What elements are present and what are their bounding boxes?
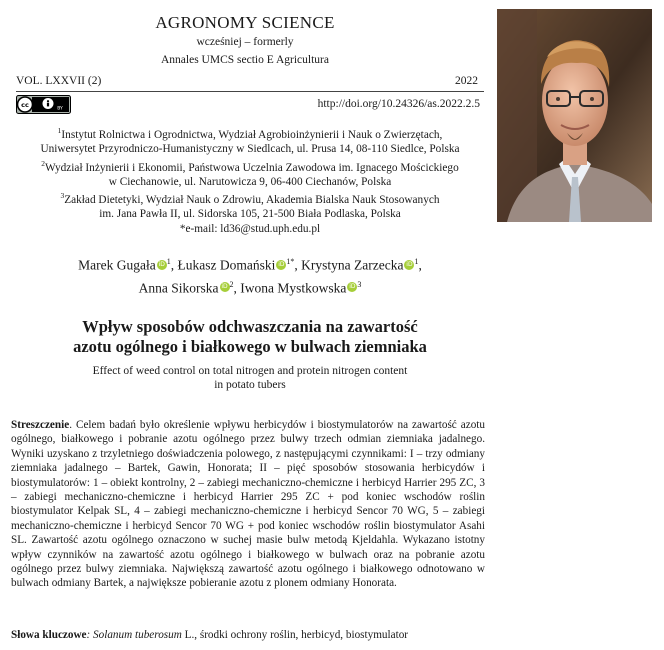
volume-label: VOL. LXXVII (2) (16, 75, 102, 87)
journal-formerly: wcześniej – formerly (196, 36, 294, 48)
article-title-english: Effect of weed control on total nitrogen and protein nitrogen content in potato tubers (92, 365, 408, 391)
author-photo (497, 9, 652, 222)
orcid-icon[interactable]: iD (406, 260, 413, 268)
cc-by-icon[interactable] (16, 95, 71, 114)
cc-by-label: BY (57, 106, 63, 112)
author-name: Anna Sikorska (138, 280, 219, 295)
orcid-icon[interactable]: iD (221, 283, 228, 290)
doi-link[interactable]: http://doi.org/10.24326/as.2022.2.5 (317, 98, 480, 110)
affiliation-1: $^1$Instytut Rolnictwa i Ogrodnictwa, Wydział Agrobioinżynierii i Nauk o Zwierzętach, Uniwersytet Przyrodniczo-Humanistyczny w Siedlcach, ul. Prusa 14, 08-110 Siedlce, Polska (40, 126, 460, 156)
year-label: 2022 (455, 75, 478, 87)
contact-email[interactable]: *e-mail: ld36@stud.uph.edu.pl (179, 222, 321, 235)
abstract: Streszczenie. Celem badań było określenie wpływu herbicydów i biostymulatorów na zawartość azotu ogólnego, białkowego i pobranie azotu ogólnego przez bulwy trzech odmian ziemniaka jadalnego. Wyniki uzyskano z trzyletniego doświadczenia polowego, z następującymi czynnikami: I – trzy odmiany ziemniaka jadalnego – Bartek, Gawin, Honorata; II – pięć sposobów stosowania herbicydów i biostymulatorów: 1 – obiekt kontrolny, 2 – zabiegi mechaniczno-chemiczne i herbicyd Harrier 295 ZC, 3 – zabiegi mechaniczno-chemiczne i herbicyd Harrier 295 ZC + pod koniec wschodów roślin biostymulator Kelpak SL, 4 – zabiegi mechaniczno-chemiczne i herbicyd Sencor 70 WG, 5 – zabiegi mechaniczno-chemiczne i herbicyd Sencor 70 WG + pod koniec wschodów roślin biostymulator Asahi SL. Zawartość azotu ogólnego oznaczono w suchej masie bulw metodą Kjeldahla. Wykazano istotny wpływ czynników na zawartość azotu ogólnego i białkowego w bulwach oraz na pobranie azotu ogólnego przez bulwy ziemniaka. Największą zawartość azotu ogólnego i białkowego odnotowano w bulwach odmiany Bartek, a największe pobieranie azotu z plonem odmiany Honorata. (11, 419, 485, 590)
keyword-species: Solanum tuberosum (93, 629, 182, 641)
affiliation-2: $^2$Wydział Inżynierii i Ekonomii, Państwowa Uczelnia Zawodowa im. Ignacego Mościckiego w Ciechanowie, ul. Narutowicza 9, 06-400 Ciechanów, Polska (41, 158, 459, 188)
author-name: Marek Gugała (78, 257, 156, 273)
author-name: Iwona Mystkowska (240, 280, 347, 295)
header-divider (16, 91, 484, 92)
keywords: Słowa kluczowe: Solanum tuberosum L., środki ochrony roślin, herbicyd, biostymulator (11, 629, 409, 641)
orcid-icon[interactable]: iD (158, 260, 165, 268)
author-list: Marek Gugała iD $^1$, Łukasz Domański iD $^{1*}$, Krystyna Zarzecka iD $^1$, Anna Sikorska iD $^2$, Iwona Mystkowska iD $^3$ (78, 257, 422, 295)
author-name: Krystyna Zarzecka (301, 257, 404, 273)
affiliations (16, 124, 484, 236)
keywords-label: Słowa kluczowe (11, 629, 87, 641)
author-name: Łukasz Domański (177, 257, 276, 273)
orcid-icon[interactable]: iD (278, 260, 285, 268)
journal-former-name: Annales UMCS sectio E Agricultura (160, 54, 329, 66)
abstract-label: Streszczenie (11, 419, 70, 431)
journal-title: AGRONOMY SCIENCE (155, 13, 335, 32)
svg-text:cc: cc (21, 101, 29, 109)
abstract-text: Celem badań było określenie wpływu herbicydów i biostymulatorów na zawartość azotu ogólnego, białkowego i pobranie azotu ogólnego przez bulwy trzech odmian ziemniaka jadalnego. Wyniki uzyskano z trzyletniego doświadczenia polowego, z następującymi czynnikami: I – trzy odmiany ziemniaka jadalnego – Bartek, Gawin, Honorata; II – pięć sposobów stosowania herbicydów i biostymulatorów: 1 – obiekt kontrolny, 2 – zabiegi mechaniczno-chemiczne i herbicyd Harrier 295 ZC, 3 – zabiegi mechaniczno-chemiczne i herbicyd Harrier 295 ZC + pod koniec wschodów roślin biostymulator Kelpak SL, 4 – zabiegi mechaniczno-chemiczne i herbicyd Sencor 70 WG, 5 – zabiegi mechaniczno-chemiczne i herbicyd Sencor 70 WG + pod koniec wschodów roślin biostymulator Asahi SL. Zawartość azotu ogólnego oznaczono w suchej masie bulw metodą Kjeldahla. Wykazano istotny wpływ czynników na zawartość azotu ogólnego i białkowego w bulwach oraz na pobranie azotu ogólnego przez bulwy ziemniaka. Największą zawartość azotu ogólnego i białkowego odnotowano w bulwach odmiany Bartek, a największe pobieranie azotu z plonem odmiany Honorata. (11, 419, 485, 590)
article-title: Wpływ sposobów odchwaszczania na zawartość azotu ogólnego i białkowego w bulwach ziemniaka (73, 317, 427, 356)
affiliation-3: $^3$Zakład Dietetyki, Wydział Nauk o Zdrowiu, Akademia Bialska Nauk Stosowanych im. Jana Pawła II, ul. Sidorska 105, 21-500 Biała Podlaska, Polska (60, 191, 440, 221)
keywords-text: L., środki ochrony roślin, herbicyd, biostymulator (181, 629, 409, 641)
orcid-icon[interactable]: iD (349, 283, 356, 290)
